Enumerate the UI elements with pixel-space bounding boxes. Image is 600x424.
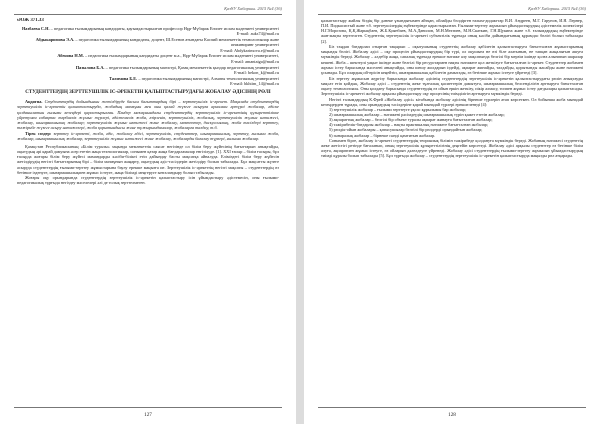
running-head: ҚазҰУ Хабаршы. 2015 №4 (36) — [224, 6, 282, 11]
right-page — [304, 0, 600, 424]
author-affiliation: – педагогика ғылымдарының кандидаты, қауымдастырылған профессор Нұр-Мүбарак Египет ислам мәдениеті университеті — [49, 26, 279, 31]
right-page-content — [321, 18, 583, 404]
body-paragraph: Қазақстан Республикасының «Білім туралы» заңында мемлекеттік саясат негізінде ол білім беру жүйесінің бағыттарын анықтайды, оқытудың әрі қарай дамуына әсер ететін жаңа технологиялар, сонымен қатар жаңа бағдарламалар енгізілуде. [1]. XXI ғасыр – білім ғасыры, бұл ғасырда жоғары білім беру жүйесі мамандарды кәсіби-білікті етіп дайындау басты мақсатқа айналуда. Еліміздегі білім беру жүйесін жетілдірудің негізгі бағыттарының бірі – білім мазмұнын жаңарту, оқытудың әдіс-тәсілдерін жетілдіру болып табылады. Бұл мақсатты жүзеге асыруда студенттердің ғылыми-зерттеу жұмыстарына баулу ерекше маңызға ие. Зерттеушілік іс-әрекеттің негізгі мақсаты – студенттердің өз бетінше ізденуге, шығармашылықпен жұмыс істеуге, жаңа білімді меңгеруге ынталандыру болып табылады. — [17, 143, 279, 175]
author-email: E-mail: bkhtim_14@mail.ru — [230, 80, 279, 86]
author-block — [17, 37, 279, 53]
footer-rule — [318, 407, 586, 408]
keywords — [17, 131, 279, 141]
body-paragraph: қалыптастыру жайлы біздің бір дәнеке ұзындығымен айтқан, ойлайды бөлдірген ғалым-дидакттар В.И. Андреев, М.Г. Гарунов, И.Я. Лернер, П.И. Пидкасистый және т.б. зерттеушілердің еңбектерінде қарастырылған. Ғылыми-зерттеу жұмысын ұйымдастырудың әдістемелік аспектілері Н.Г.Морозова, Қ.Қ.Жарықбаев, Ж.Б.Қоянбаев, М.А.Данилов, М.Н.Мехтиев, М.Н.Скаткин, Г.Н.Щукина және т.б. ғалымдардың еңбектерінде жан-жақты зерттелген. Студенттің зерттеушілік іс-әрекеті субъектілік тұрғыда оның кәсіби дайындығының құрамдас бөлігі болып табылады [2]. — [321, 18, 583, 44]
page-number: 127 — [144, 412, 152, 418]
list-item: 6) пәнаралық жобалар – бірнеше пәнді қамтитын жобалар. — [329, 132, 436, 138]
list-item: 3) ақпараттық жобалар – белгілі бір объект туралы ақпарат жинауға бағытталған жобалар; — [329, 117, 493, 123]
keywords-label: Тірек сөздер: — [25, 130, 52, 136]
left-page — [0, 0, 296, 424]
body-paragraph: Жоғары оқу орындарында студенттердің зерттеушілік іс-әрекетін қалыптастыру ісін ұйымдастыру әдістемесін, оны ғылыми-педагогикалық тұрғыда негіздеу мәселелері әлі де толық зерттелмеген. — [17, 175, 279, 186]
author-name: Абдыкаримова Э.А. — [35, 37, 75, 43]
abstract — [17, 99, 279, 130]
author-affiliation: – педагогика ғылымдарының магистрі, Қазақ мемлекеттік қыздар педагогикалық университеті — [104, 64, 279, 70]
author-block — [17, 26, 279, 37]
body-paragraph: Біз зерттеу жұмысын жүргізу барысында жобалау әдісінің студенттердің зерттеушілік іс-әрекетін қалыптастырудағы рөлін анықтауды мақсат етіп қойдық. Жобалау әдісі – студенттің жеке тұлғалық қасиеттерін дамытуға, шығармашылық белсенділігін арттыруға бағытталған оқыту технологиясы. Оны қолдану барысында студенттердің өз ойын еркін жеткізу, пікір алмасу, топпен жұмыс істеу дағдылары қалыптасады. Зерттеушілік іс-әрекетті жобалау арқылы ұйымдастыру оқу процесінің тиімділігін арттыруға мүмкіндік береді. — [321, 75, 583, 96]
author-name: Талимова Б.Е. — [109, 75, 138, 81]
header-rule — [318, 14, 586, 15]
author-name: Пазылова Б.А. — [75, 64, 105, 70]
footer-rule — [14, 407, 282, 408]
article-title: СТУДЕНТТЕРДІҢ ЗЕРТТЕУШІЛІК ІС-ӘРЕКЕТІН ҚАЛЫПТАСТЫРУДАҒЫ ЖОБАЛАУ ӘДІСІНІҢ РӨЛІ — [25, 90, 271, 96]
page-number: 128 — [448, 412, 456, 418]
author-name: Назбаева С.Н. — [21, 26, 50, 31]
abstract-label: Аңдатпа. — [25, 99, 43, 105]
author-name: Абенова Н.М. — [57, 53, 84, 59]
left-page-content — [17, 18, 279, 404]
header-rule — [14, 14, 282, 15]
abstract-text: Студенттердің дайындығын жетілдіруде басым бағыттардың бірі – зерттеушілік іс-әрекет. Мақалада студенттердің зерттеушілік іс-әрекетін қалыптастыруда, жобадың мазмұны мен оны қалай жүзеге асыруға арналған әртүрлі жобалар, әдіске қолданылатын ғылыми кезеңдері қарастырылған. Пәндер мазмұнындағы студенттердің зерттеушілік іс-әрекетінің құзыреттілікке үйретумен сабақтас тәрбиелік жұмыс түрлері, әдістемелік жоба, әзірленіп, зерттеушілік, жобалық, зерттеушілік жұмыс нәтижесі, жобалау, шығармашылық жобалар; зерттеушілік жұмыс нәтижесі және жобалау, мектептер, дискуссиялық, жоба тәсілдері зерттеу, тәжірибе жүзеге асыру нәтижелері, жоба қорытындысы және тұжырымдамалар, жобаларға талдау, т.б. — [17, 99, 279, 131]
author-block — [17, 53, 279, 64]
running-head: ҚазҰУ Хабаршы. 2015 №4 (36) — [528, 6, 586, 11]
author-affiliation: – педагогика ғылымдарының магистрі, Алматы технологиялық университеті — [137, 75, 279, 81]
list-item: 4) тәжірибелік-бағдарлы жобалар – нақты практикалық нәтижеге бағытталған жобалар; — [329, 122, 488, 128]
author-email: E-mail: amantaiga@mail.ru — [231, 58, 279, 64]
author-email: E-mail: auks74@mail.ru — [236, 31, 279, 37]
author-affiliation: – педагогика ғылымдарының кандидаты, доцент, Ш.Есенов атындағы Каспий мемлекеттік технологиялар және инжиниринг университеті — [74, 37, 279, 48]
body-paragraph: Сонымен бірге, жобалау іс-әрекеті студенттердің теориялық білімін тәжірибеде қолдануға мүмкіндік береді. Жобаның нәтижесі студенттің жеке жетістігі ретінде бағаланып, оның зерттеушілік құзыреттілігінің деңгейін көрсетеді. Жобалау әдісі арқылы студенттер өз бетінше білім алуға, ақпаратпен жұмыс істеуге, өз ойларын дәлелдеуге үйренеді. Жобалау әдісі студенттердің ғылыми-зерттеу жұмысын ұйымдастырудың тиімді құралы болып табылады [5]. Бұл тұрғыда жобалау – студенттердің зерттеушілік іс-әрекетін қалыптастыруда маңызды рөл атқарады. — [321, 137, 583, 159]
keywords-text: зерттеу іс-әрекеті, жоба, әдіс, жобалау әдісі, зерттеушілік, студенттер, шығармашылық, зерттеу, ғылыми жоба, жобалар, шығармашылық жобалар, зерттеушілік жұмыс нәтижесі және жобалау, жобаларды бағалау түрлері, ғылыми жобалар. — [17, 130, 279, 141]
body-paragraph: Біз таңдап бағдарлап отырған тақырып – оқытушының студенттің жобалау қабілетін қалыптастыруға бағытталған жұмыстарының маңызды бөлігі. Жобалау әдісі – оқу процесін ұйымдастырудың бір түрі, ол оқушыға не өзі біле алатынын, не тапқан жаңалығын ашуға мүмкіндік береді. Жобалау – әлдебір жаңа, сапалық тұрғыда ерекше нәтиже алу мақсатында белгілі бір мерзім ішінде қолға алынатын шаралар кешені. Жоба – шектеулі уақыт ішінде және белгілі бір ресурстармен нақты нәтижеге қол жеткізуге бағытталған іс-әрекет. Студенттер жобамен жұмыс істеу барысында мәселені анықтайды, оны шешу жолдарын іздейді, ақпарат жинайды, талдайды, қорытынды жасайды және нәтижені ұсынады. Бұл олардың ой-өрісін кеңейтіп, шығармашылық қабілетін дамытады, өз бетінше жұмыс істеуге үйретеді [3]. — [321, 44, 583, 75]
list-item: 2) шығармашылық жобалар – нәтижені рәсімдеудің шығармашылық түрін қажет ететін жобалар; — [329, 111, 505, 117]
author-email: E-mail: Abdykarimova.e@mail.ru — [220, 47, 279, 53]
body-paragraph: Негізгі ғалымдардың К.Фрей «Жобалау әдісі» кітабында жобалау әдісінің бірнеше түрлерін атап көрсеткен. Ол бойынша жоба мынадай кезеңдерден тұрады, оны орындаудың тәсілдеріне қарай мынадай түрлері ерекшеленеді [4]: — [321, 96, 583, 107]
author-block — [17, 65, 279, 76]
list-item: 5) рөлдік-ойын жобалары – қатысушылар белгілі бір рөлдерді орындайтын жобалар; — [329, 127, 483, 133]
author-affiliation: – педагогика ғылымдарының кандидаты доцент м.а., Нұр-Мүбарак Египет ислам мәдениеті университеті, — [83, 53, 279, 59]
author-email: E-mail: bekon_k@mail.ru — [233, 69, 279, 75]
author-block — [17, 76, 279, 87]
list-item: 1) зерттеушілік жобалар – ғылыми зерттеуге ұқсас құрылымы бар жобалар; — [329, 106, 466, 112]
udk-code: ӘОЖ 371.33 — [17, 18, 44, 23]
